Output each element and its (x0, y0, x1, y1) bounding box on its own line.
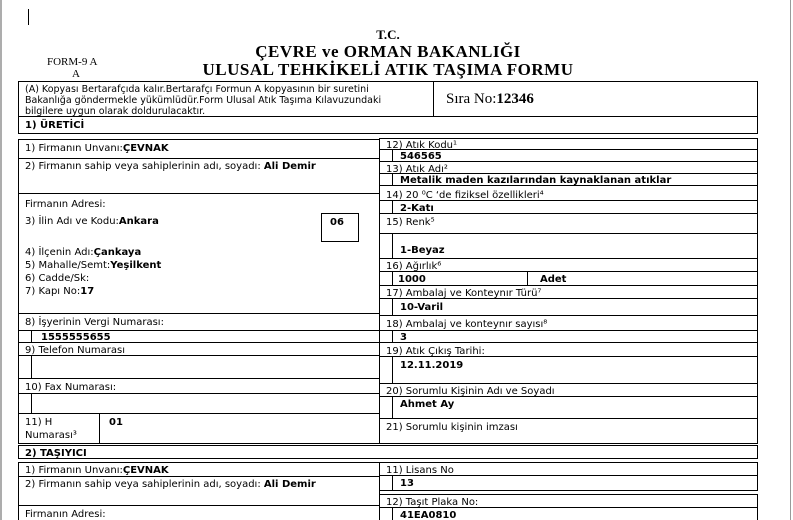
form-code: FORM-9 A (47, 56, 98, 68)
field-waste-name-label: 13) Atık Adı² (379, 161, 758, 174)
license-value: 13 (400, 478, 414, 489)
producer-district-value: Çankaya (93, 247, 142, 258)
producer-district-line (25, 247, 141, 258)
producer-owner-value: Ali Demir (263, 161, 316, 172)
indent-line (392, 476, 393, 490)
weight-value: 1000 (398, 274, 426, 285)
producer-door-value: 17 (80, 286, 95, 297)
indent-line (392, 508, 393, 520)
field-waste-code-label: 12) Atık Kodu¹ (379, 138, 758, 150)
producer-province-line (25, 216, 159, 227)
field-container-count-label: 18) Ambalaj ve konteynır sayısı⁸ (379, 315, 758, 331)
container-count-value: 3 (400, 332, 407, 343)
field-signature-label: 21) Sorumlu kişinin imzası (379, 418, 758, 444)
field-plate-label: 12) Taşıt Plaka No: (379, 494, 758, 508)
field-carrier-firm-title (18, 462, 380, 477)
field-producer-address (18, 193, 380, 314)
field-physical-properties-value (379, 200, 758, 214)
producer-tax-value: 1555555655 (41, 332, 111, 343)
copy-instructions-line3: bilgilere uygun olarak doldurulacaktır. (25, 106, 206, 117)
text-caret (28, 9, 29, 25)
serial-number-box (433, 81, 758, 117)
field-producer-phone-label: 9) Telefon Numarası (18, 342, 380, 356)
producer-door-line (25, 286, 94, 297)
field-container-type-label: 17) Ambalaj ve Konteynır Türü⁷ (379, 285, 758, 299)
indent-line (392, 234, 393, 258)
indent-line (392, 150, 393, 161)
indent-line (392, 331, 393, 342)
producer-address-header: Firmanın Adresi: (25, 199, 106, 210)
field-plate-value (379, 507, 758, 520)
field-color-value (379, 233, 758, 259)
field-exit-date-value (379, 356, 758, 384)
field-container-type-value (379, 298, 758, 316)
carrier-owner-value: Ali Demir (263, 479, 316, 490)
carrier-firm-title-value: ÇEVNAK (122, 465, 169, 476)
indent-line (392, 357, 393, 383)
field-producer-owner (18, 158, 380, 194)
field-producer-phone-value (18, 355, 380, 379)
page-left-edge (0, 0, 2, 520)
carrier-firm-title-label: 1) Firmanın Unvanı: (25, 465, 123, 476)
h-number-divider (99, 414, 100, 443)
indent-line (392, 272, 393, 285)
color-value: 1-Beyaz (400, 245, 445, 256)
producer-owner-label: 2) Firmanın sahip veya sahiplerinin adı, soyadı: (25, 161, 264, 172)
field-producer-fax-value (18, 393, 380, 414)
indent-line (31, 331, 32, 342)
producer-street-line: 6) Cadde/Sk: (25, 273, 90, 284)
producer-firm-title-value: ÇEVNAK (122, 143, 169, 154)
field-license-value (379, 475, 758, 491)
producer-province-label: 3) İlin Adı ve Kodu: (25, 216, 119, 227)
page-right-edge (790, 0, 791, 520)
producer-neighborhood-line (25, 260, 161, 271)
section-carrier-header: 2) TAŞIYICI (18, 445, 758, 459)
producer-h-number-value: 01 (109, 417, 123, 428)
copy-instructions-box (18, 81, 434, 117)
producer-door-label: 7) Kapı No: (25, 286, 81, 297)
field-physical-properties-label: 14) 20 ⁰C ‘de fiziksel özellikleri⁴ (379, 185, 758, 201)
carrier-owner-label: 2) Firmanın sahip veya sahiplerinin adı, soyadı: (25, 479, 264, 490)
field-weight-unit: Adet (527, 271, 758, 286)
serial-number-value: 12346 (496, 91, 534, 107)
producer-neighborhood-label: 5) Mahalle/Semt: (25, 260, 111, 271)
plate-value: 41EA0810 (400, 510, 457, 520)
field-carrier-owner (18, 476, 380, 506)
copy-instructions-line1: (A) Kopyası Bertarafçıda kalır.Bertarafçı Formun A kopyasının bir suretini (25, 84, 369, 95)
field-responsible-value (379, 396, 758, 419)
indent-line (392, 174, 393, 185)
field-weight-value (379, 271, 528, 286)
indent-line (392, 201, 393, 213)
copy-instructions-line2: Bakanlığa göndermekle yükümlüdür.Form Ulusal Atık Taşıma Kılavuzundaki (25, 95, 382, 106)
field-carrier-address-header: Firmanın Adresi: (18, 505, 380, 520)
producer-h-number-label: 11) H Numarası³ (25, 417, 77, 441)
exit-date-value: 12.11.2019 (400, 360, 464, 371)
indent-line (392, 397, 393, 418)
producer-firm-title-label: 1) Firmanın Unvanı: (25, 143, 123, 154)
field-color-label: 15) Renk⁵ (379, 213, 758, 234)
field-responsible-label: 20) Sorumlu Kişinin Adı ve Soyadı (379, 383, 758, 397)
producer-district-label: 4) İlçenin Adı: (25, 247, 94, 258)
section-producer-header: 1) ÜRETİCİ (18, 116, 758, 134)
physical-properties-value: 2-Katı (400, 203, 434, 214)
field-license-label: 11) Lisans No (379, 462, 758, 476)
form-copy-letter: A (72, 68, 80, 80)
header-ministry: ÇEVRE ve ORMAN BAKANLIĞI (255, 42, 521, 61)
field-weight-label: 16) Ağırlık⁶ (379, 258, 758, 272)
responsible-value: Ahmet Ay (400, 399, 455, 410)
header-form-title: ULUSAL TEHKİKELİ ATIK TAŞIMA FORMU (202, 60, 574, 79)
producer-neighborhood-value: Yeşilkent (110, 260, 162, 271)
waste-code-value: 546565 (400, 151, 442, 162)
indent-line (31, 394, 32, 413)
waste-name-value: Metalik maden kazılarından kaynaklanan atıklar (400, 175, 672, 186)
header-tc: T.C. (376, 27, 400, 42)
field-producer-h-number (18, 413, 380, 444)
producer-province-code-box: 06 (321, 213, 359, 242)
serial-number-label: Sıra No: (446, 91, 497, 107)
indent-line (392, 299, 393, 315)
container-type-value: 10-Varil (400, 302, 444, 313)
field-producer-firm-title (18, 139, 380, 159)
field-producer-tax-label: 8) İşyerinin Vergi Numarası: (18, 313, 380, 331)
field-exit-date-label: 19) Atık Çıkış Tarihi: (379, 342, 758, 357)
indent-line (31, 356, 32, 378)
field-producer-fax-label: 10) Fax Numarası: (18, 378, 380, 394)
producer-province-value: Ankara (118, 216, 159, 227)
